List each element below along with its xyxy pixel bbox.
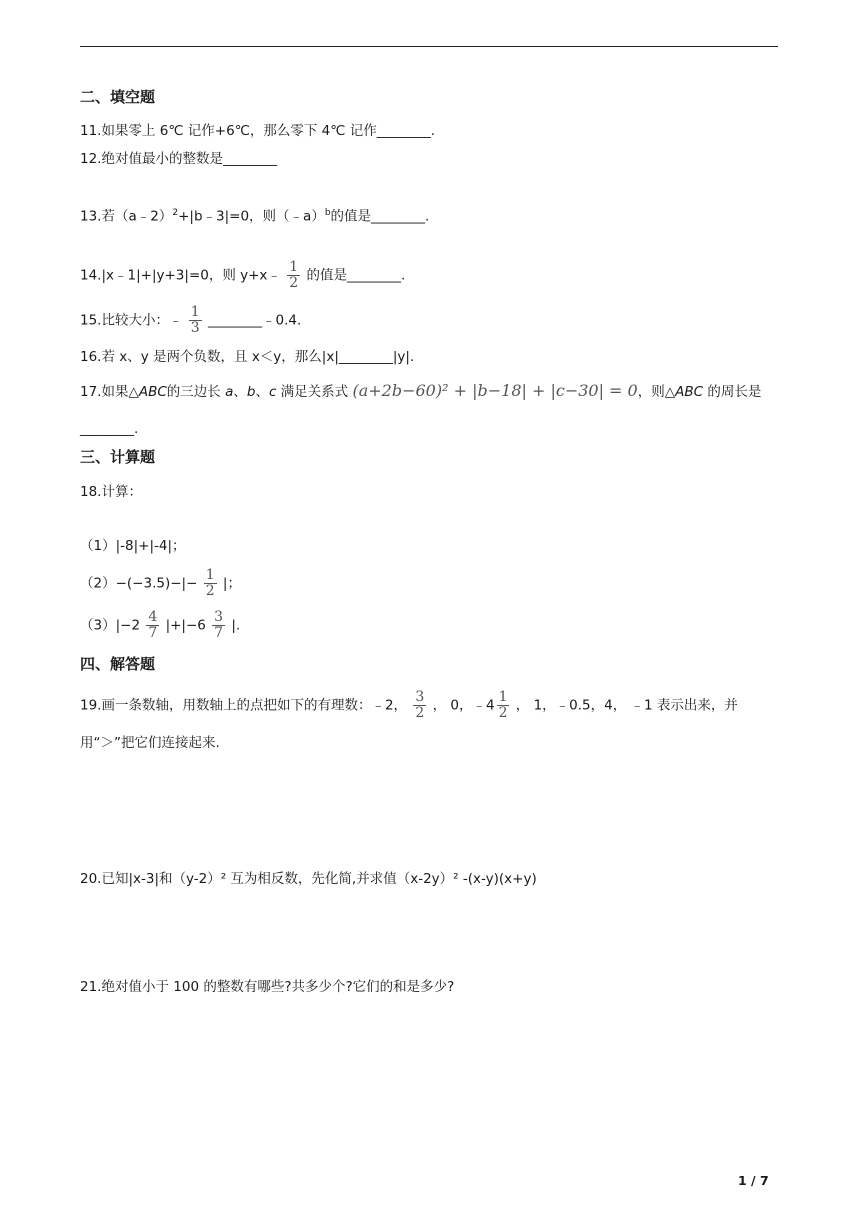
- fraction-three-halves: $\frac{3}{2}$: [415, 689, 425, 721]
- section-fill-title: 二、填空题: [80, 88, 156, 106]
- fraction-one-third: $\frac{1}{3}$: [190, 304, 200, 336]
- page-number: 1 / 7: [738, 1173, 769, 1188]
- question-18-part-3: （3）|−2 $\frac{4}{7}$ |+|−6 $\frac{3}{7}$ |.: [80, 609, 241, 641]
- question-19-line-2: 用“＞”把它们连接起来.: [80, 735, 220, 751]
- question-19: 19.画一条数轴，用数轴上的点把如下的有理数：﹣2， $\frac{3}{2}$ ， 0，﹣4 $\frac{1}{2}$ ， 1，﹣0.5，4， ﹣1 表示出来，并: [80, 689, 738, 721]
- question-14: 14.|x﹣1|+|y+3|=0，则 y+x﹣ $\frac{1}{2}$ 的值是________.: [80, 259, 406, 291]
- fraction-one-half: $\frac{1}{2}$: [205, 567, 215, 599]
- question-18-title: 18.计算：: [80, 484, 142, 500]
- relation-formula: (a+2b−60)² + |b−18| + |c−30| = 0: [352, 381, 638, 400]
- question-16: 16.若 x、y 是两个负数，且 x＜y，那么|x|________|y|.: [80, 349, 415, 365]
- fraction-four-sevenths: $\frac{4}{7}$: [148, 609, 158, 641]
- question-12: 12.绝对值最小的整数是________: [80, 151, 277, 167]
- fraction-one-half: $\frac{1}{2}$: [498, 689, 508, 721]
- question-11: 11.如果零上 6℃ 记作+6℃，那么零下 4℃ 记作________.: [80, 123, 435, 139]
- question-15: 15.比较大小：﹣ $\frac{1}{3}$ ________﹣0.4.: [80, 304, 302, 336]
- question-21: 21.绝对值小于 100 的整数有哪些?共多少个?它们的和是多少?: [80, 979, 455, 995]
- question-17-blank: ________.: [80, 421, 139, 437]
- question-18-part-1: （1）|-8|+|-4|；: [80, 538, 186, 554]
- question-13: 13.若（a﹣2）$^2$+|b﹣3|=0，则（﹣a）$^b$的值是________.: [80, 208, 430, 225]
- question-17: 17.如果△ABC的三边长 a、b、c 满足关系式 (a+2b−60)² + |b−18| + |c−30| = 0，则△ABC 的周长是: [80, 381, 762, 400]
- fraction-one-half: $\frac{1}{2}$: [289, 259, 299, 291]
- section-calc-title: 三、计算题: [80, 448, 156, 466]
- fraction-three-sevenths: $\frac{3}{7}$: [214, 609, 224, 641]
- question-18-part-2: （2）−(−3.5)−|− $\frac{1}{2}$ |；: [80, 567, 241, 599]
- question-20: 20.已知|x-3|和（y-2）² 互为相反数，先化简,并求值（x-2y）² -(x-y)(x+y): [80, 871, 537, 887]
- section-answer-title: 四、解答题: [80, 655, 156, 673]
- header-rule: [80, 46, 778, 47]
